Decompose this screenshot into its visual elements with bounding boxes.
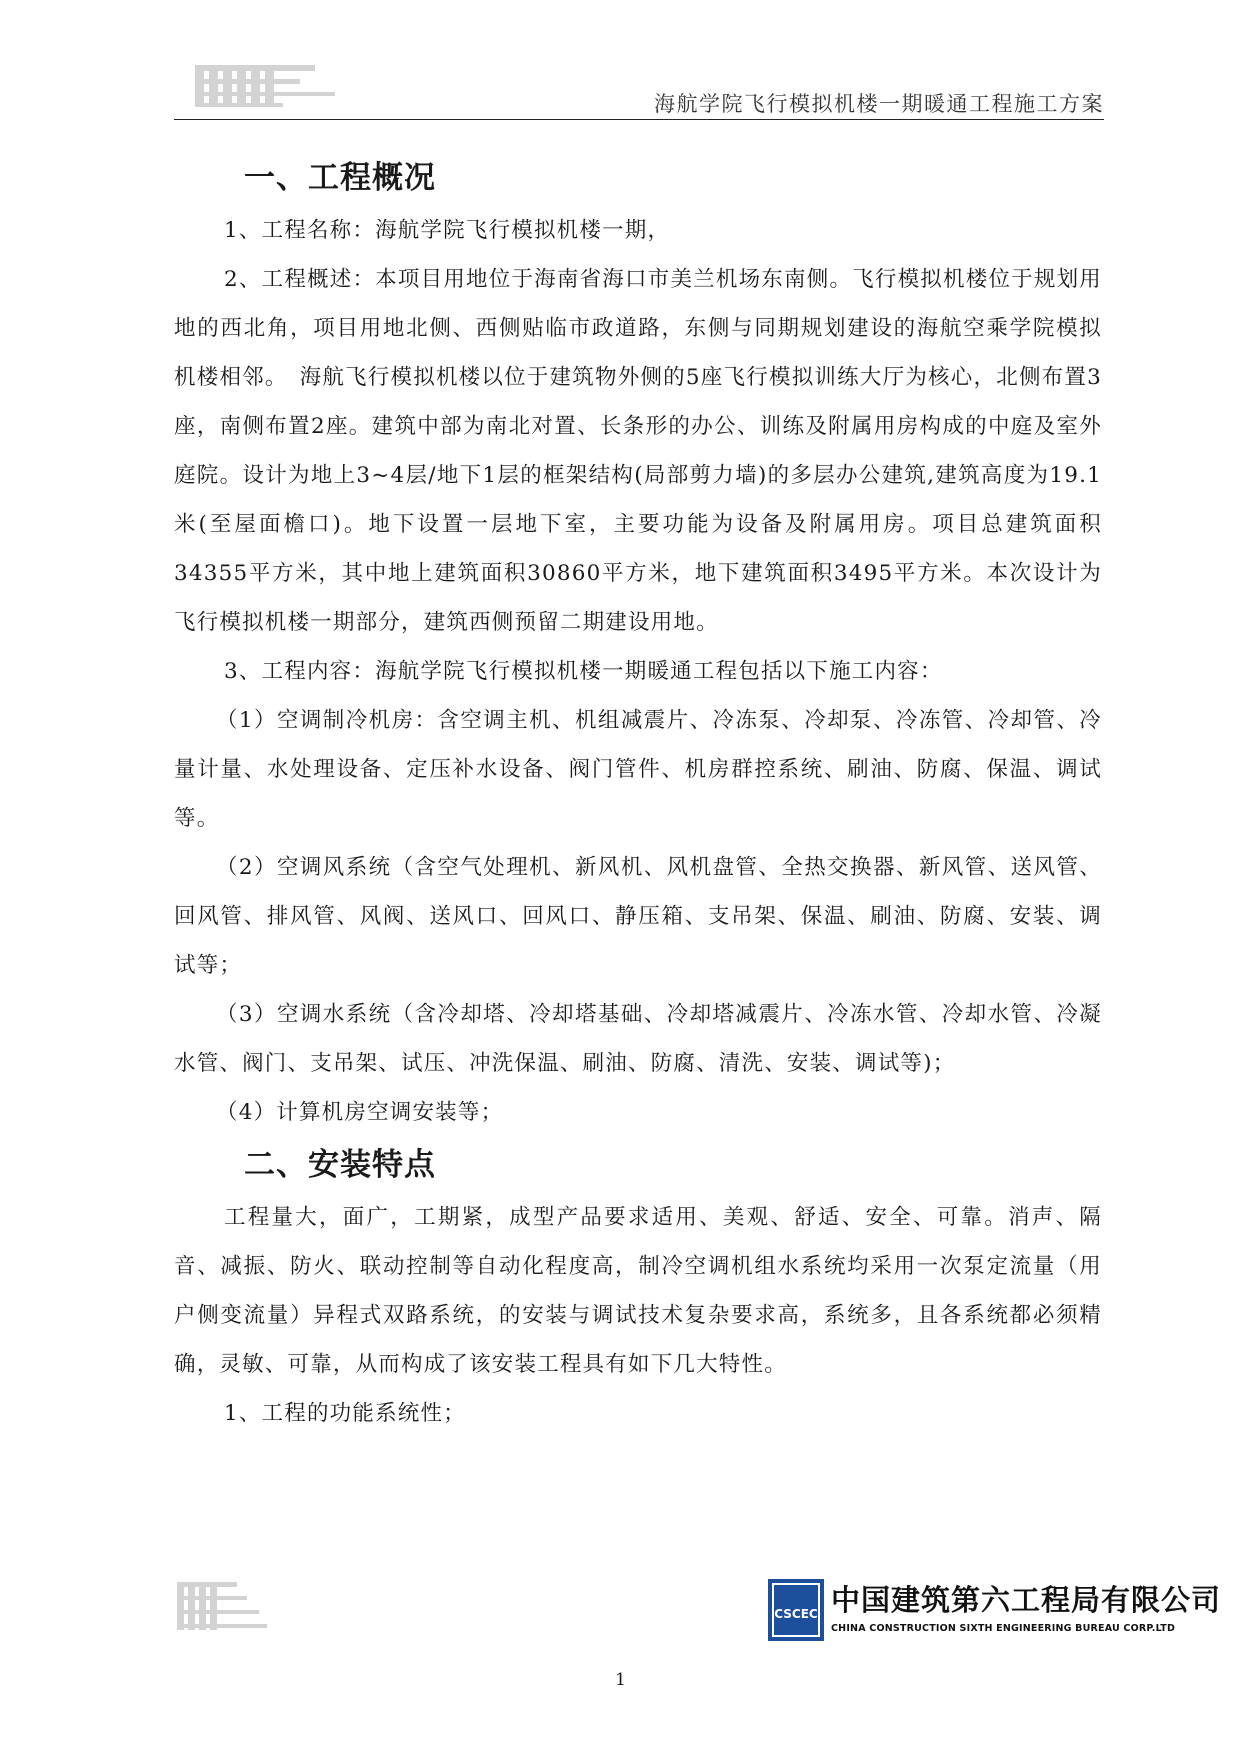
- company-logo: [767, 1578, 1222, 1642]
- paragraph-project-scope: 3、工程内容：海航学院飞行模拟机楼一期暖通工程包括以下施工内容：: [224, 659, 943, 684]
- header-watermark-logo: [195, 57, 355, 115]
- document-header-title: 海航学院飞行模拟机楼一期暖通工程施工方案: [654, 92, 1104, 116]
- paragraph-project-summary: 2、工程概述：本项目用地位于海南省海口市美兰机场东南侧。飞行模拟机楼位于规划用地的西北角，项目用地北侧、西侧贴临市政道路，东侧与同期规划建设的海航空乘学院模拟机楼相邻。 海航飞行模拟机楼以位于建筑物外侧的5座飞行模拟训练大厅为核心，北侧布置3座，南侧布置2座。建筑中部为南北对置、长条形的办公、训练及附属用房构成的中庭及室外庭院。设计为地上3~4层/地下1层的框架结构(局部剪力墙)的多层办公建筑,建筑高度为19.1米(至屋面檐口)。地下设置一层地下室，主要功能为设备及附属用房。项目总建筑面积34355平方米，其中地上建筑面积30860平方米，地下建筑面积3495平方米。本次设计为飞行模拟机楼一期部分，建筑西侧预留二期建设用地。: [174, 267, 1102, 635]
- badge-text: CSCEC: [774, 1607, 818, 1621]
- paragraph-scope-item-4: （4）计算机房空调安装等；: [216, 1100, 504, 1125]
- section-heading-overview: 一、工程概况: [244, 160, 436, 196]
- paragraph-install-features: 工程量大，面广，工期紧，成型产品要求适用、美观、舒适、安全、可靠。消声、隔音、减振、防火、联动控制等自动化程度高，制冷空调机组水系统均采用一次泵定流量（用户侧变流量）异程式双路系统，的安装与调试技术复杂要求高，系统多，且各系统都必须精确，灵敏、可靠，从而构成了该安装工程具有如下几大特性。: [174, 1205, 1102, 1377]
- paragraph-scope-item-1: （1）空调制冷机房：含空调主机、机组减震片、冷冻泵、冷却泵、冷冻管、冷却管、冷量计量、水处理设备、定压补水设备、阀门管件、机房群控系统、刷油、防腐、保温、调试等。: [174, 708, 1102, 831]
- page-number: 1: [615, 1670, 626, 1690]
- cscec-badge-icon: [767, 1578, 825, 1642]
- document-body: [174, 150, 1102, 1438]
- paragraph-scope-item-3: （3）空调水系统（含冷却塔、冷却塔基础、冷却塔减震片、冷冻水管、冷却水管、冷凝水管、阀门、支吊架、试压、冲洗保温、刷油、防腐、清洗、安装、调试等)；: [174, 1002, 1102, 1076]
- paragraph-project-name: 1、工程名称：海航学院飞行模拟机楼一期，: [224, 218, 671, 243]
- company-name-chinese: 中国建筑第六工程局有限公司: [831, 1583, 1222, 1617]
- section-heading-install-features: 二、安装特点: [244, 1147, 436, 1183]
- footer-watermark-logo: [177, 1578, 267, 1636]
- paragraph-scope-item-2: （2）空调风系统（含空气处理机、新风机、风机盘管、全热交换器、新风管、送风管、回风管、排风管、风阀、送风口、回风口、静压箱、支吊架、保温、刷油、防腐、安装、调试等；: [174, 855, 1102, 978]
- paragraph-feature-1: 1、工程的功能系统性；: [224, 1401, 466, 1426]
- company-name-english: CHINA CONSTRUCTION SIXTH ENGINEERING BUREAU CORP.LTD: [831, 1623, 1176, 1634]
- header-divider: [174, 119, 1104, 120]
